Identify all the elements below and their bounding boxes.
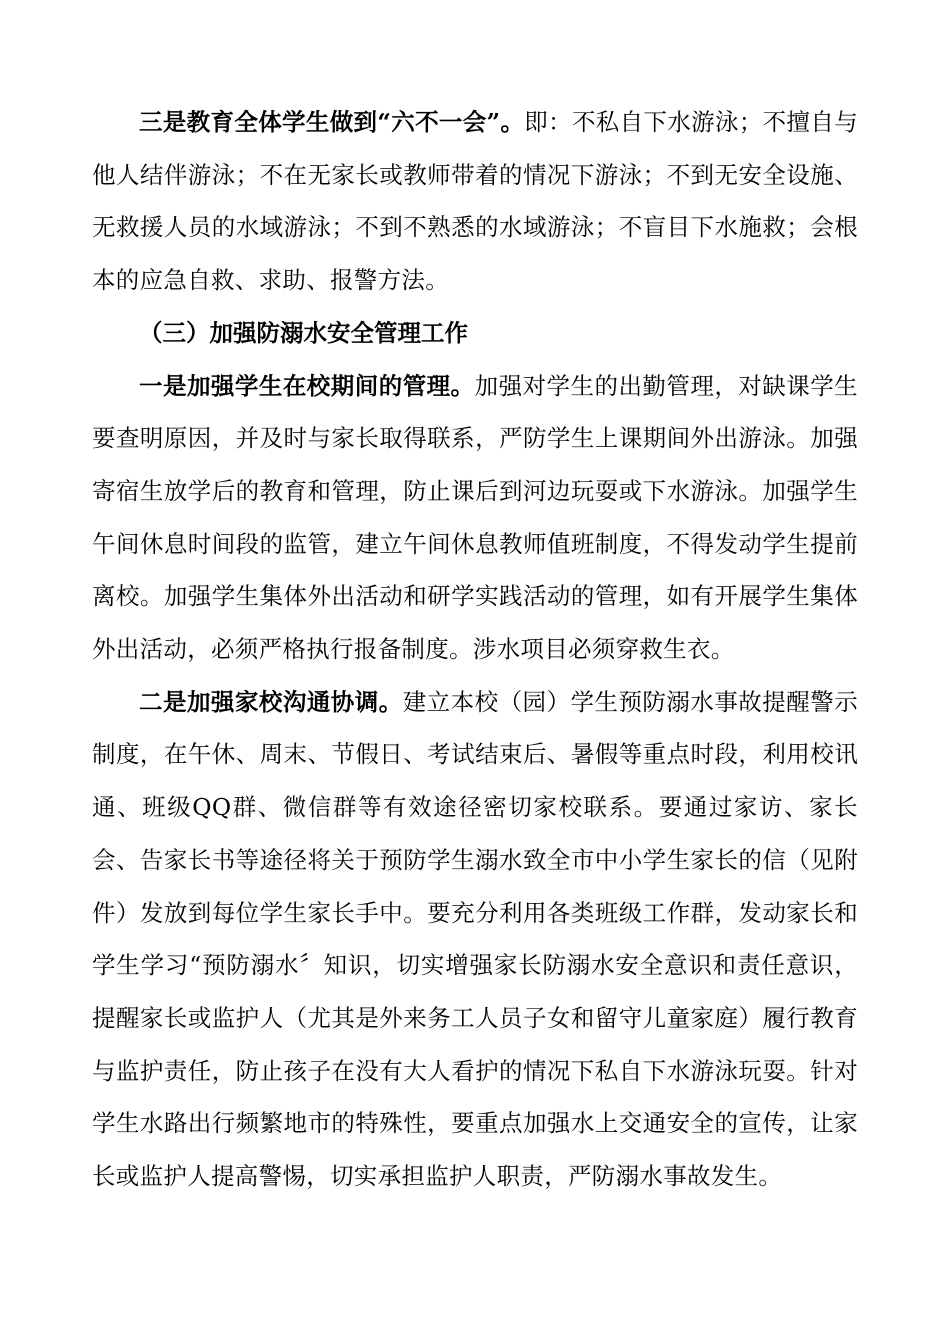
- section-heading: （三）加强防溺水安全管理工作: [139, 318, 468, 347]
- paragraph-lead: 二是加强家校沟通协调。: [139, 687, 403, 716]
- document-page: [92, 96, 858, 1203]
- paragraph-body: 即：不私自下水游泳；不擅自与他人结伴游泳；不在无家长或教师带着的情况下游泳；不到无安全设施、无救援人员的水域游泳；不到不熟悉的水域游泳；不盲目下水施救；会根本的应急自救、求助、报警方法。: [92, 108, 858, 295]
- paragraph-lead: 一是加强学生在校期间的管理。: [139, 371, 475, 400]
- paragraph-lead: 三是教育全体学生做到“六不一会”。: [139, 108, 525, 136]
- paragraph-home-school-communication: [92, 676, 858, 1203]
- paragraph-school-management: [92, 360, 858, 676]
- paragraph-body: 加强对学生的出勤管理，对缺课学生要查明原因，并及时与家长取得联系，严防学生上课期间外出游泳。加强寄宿生放学后的教育和管理，防止课后到河边玩耍或下水游泳。加强学生午间休息时间段的监管，建立午间休息教师值班制度，不得发动学生提前离校。加强学生集体外出活动和研学实践活动的管理，如有开展学生集体外出活动，必须严格执行报备制度。涉水项目必须穿救生衣。: [92, 371, 858, 664]
- paragraph-six-rules: [92, 96, 858, 307]
- paragraph-body: 建立本校（园）学生预防溺水事故提醒警示制度，在午休、周末、节假日、考试结束后、暑假等重点时段，利用校讯通、班级QQ群、微信群等有效途径密切家校联系。要通过家访、家长会、告家长书等途径将关于预防学生溺水致全市中小学生家长的信（见附件）发放到每位学生家长手中。要充分利用各类班级工作群，发动家长和学生学习“预防溺水〞知识，切实增强家长防溺水安全意识和责任意识，提醒家长或监护人（尤其是外来务工人员子女和留守儿童家庭）履行教育与监护责任，防止孩子在没有大人看护的情况下私自下水游泳玩耍。针对学生水路出行频繁地市的特殊性，要重点加强水上交通安全的宣传，让家长或监护人提高警惕，切实承担监护人职责，严防溺水事故发生。: [92, 687, 858, 1191]
